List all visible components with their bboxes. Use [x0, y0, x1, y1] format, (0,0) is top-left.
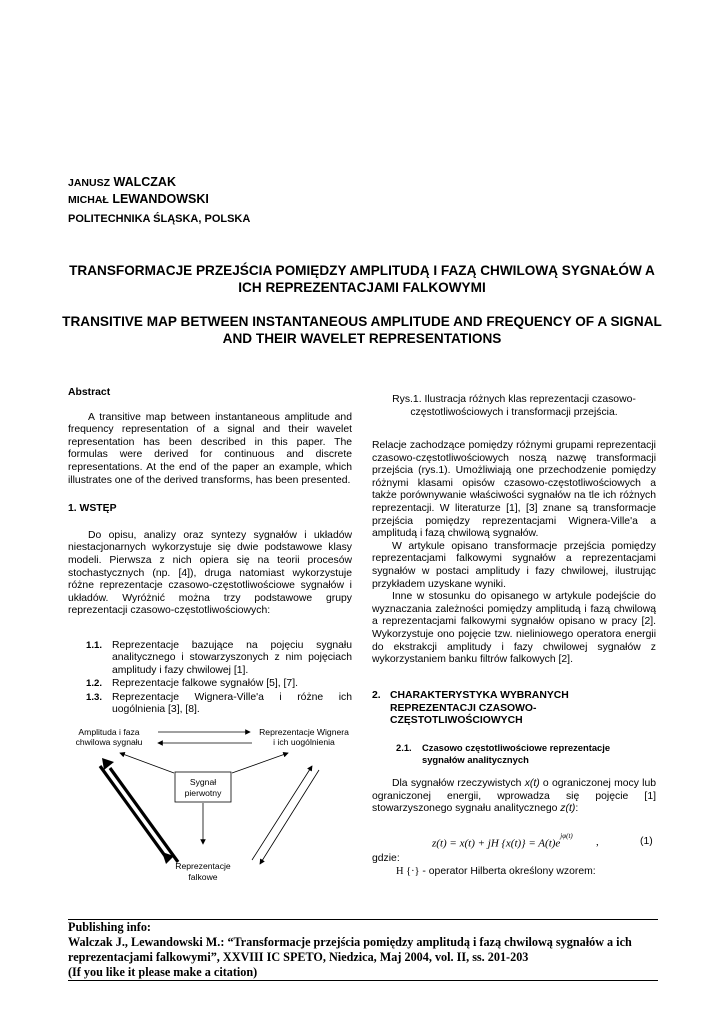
equation-1-number: (1): [640, 836, 653, 847]
arrow-wigner-to-wavelet: [260, 770, 319, 864]
equation-1: [432, 832, 573, 850]
publishing-info-citation: Walczak J., Lewandowski M.: “Transformacje przejścia pomiędzy amplitudą i fazą chwilową sygnałów a ich reprezentacjami falkowymi”, XXVIII IC SPETO, Niedzica, Maj 2004, vol. II, ss. 201-203: [68, 935, 632, 964]
section-1-heading: 1. WSTĘP: [68, 503, 117, 515]
list-item-number: 1.1.: [86, 640, 103, 651]
paragraph-other-approach: Inne w stosunku do opisanego w artykule podejście do wyznaczania zależności pomiędzy amplitudą i fazą chwilową a reprezentacjami falkowymi sygnałów opisano w pracy [2]. Wykorzystuje ono pojęcie tzw. nieliniowego operatora energii do ekstrakcji amplitudy i fazy chwilowej sygnałów z wykorzystaniem banku filtrów falkowych [2].: [372, 591, 656, 666]
figure-caption: Rys.1. Ilustracja różnych klas reprezentacji czasowo-częstotliwościowych i transformacji przejścia.: [392, 394, 636, 418]
author-2: [68, 192, 209, 206]
list-item-text: Reprezentacje falkowe sygnałów [5], [7].: [112, 678, 298, 690]
analytic-text-a: Dla sygnałów rzeczywistych: [392, 778, 525, 789]
node-wigner-label-2: i ich uogólnienia: [273, 737, 335, 747]
node-signal-label-2: pierwotny: [184, 788, 222, 798]
author-2-first: MICHAŁ: [68, 194, 109, 206]
publishing-info: [68, 920, 658, 980]
paragraph-relations: Relacje zachodzące pomiędzy różnymi grupami reprezentacji czasowo-częstotliwościowych noszą nazwę transformacji przejścia (rys.1). Umożliwiają one przechodzenie pomiędzy różnymi klasami opisów czasowo-częstotliwościowych a także porównywanie właściwości sygnałów na tle ich różnych reprezentacji. W literaturze [1], [3] znane są transformacje przejścia pomiędzy reprezentacjami Wignera-Ville'a a amplitudą i fazą chwilową sygnałów.: [372, 440, 656, 540]
symbol-z: z(t): [560, 803, 576, 815]
section-2-heading: [372, 690, 656, 728]
publishing-info-heading: Publishing info:: [68, 920, 151, 934]
list-item: [68, 678, 352, 690]
thick-arrow-wavelet-to-amp: [110, 768, 178, 862]
node-wavelet-label-1: Reprezentacje: [175, 861, 231, 871]
list-item-text: Reprezentacje Wignera-Ville'a i różne ich uogólnienia [3], [8].: [112, 691, 352, 716]
list-item: [68, 692, 352, 717]
left-column: [68, 387, 352, 618]
node-wigner-label-1: Reprezentacje Wignera: [259, 727, 349, 737]
section-1-paragraph: Do opisu, analizy oraz syntezy sygnałów i układów niestacjonarnych wykorzystuje się dwie podstawowe klasy modeli. Pierwsza z nich opiera się na teorii procesów stochastycznych (np. [4]), druga natomiast wykorzystuje różne reprezentacje czasowo-częstotliwościowe sygnałów i układów. Wyróżnić można trzy podstawowe grupy reprezentacji czasowo-częstotliwościowych:: [68, 529, 352, 617]
gdzie-label: gdzie:: [372, 853, 400, 864]
abstract-text: A transitive map between instantaneous amplitude and frequency representation of a signal and their wavelet representation has been described in this paper. The formulas were derived for continuous and discrete representations. At the end of the paper an example, which illustrates one of the derived transforms, has been presented.: [68, 411, 352, 486]
publishing-info-note: (If you like it please make a citation): [68, 965, 258, 979]
representation-list: [68, 640, 352, 716]
abstract-heading: Abstract: [68, 387, 111, 398]
equation-1-body: z(t) = x(t) + jH {x(t)} = A(t)e: [432, 837, 561, 850]
analytic-text-c: :: [575, 803, 579, 815]
node-signal-label-1: Sygnał: [189, 777, 217, 787]
node-amplitude-label-1: Amplituda i faza: [78, 727, 140, 737]
subsection-2-1-number: 2.1.: [396, 742, 412, 753]
list-item-number: 1.2.: [86, 678, 103, 690]
arrow-wavelet-to-wigner: [252, 766, 312, 860]
author-1-last: WALCZAK: [113, 175, 176, 189]
equation-1-exponent: jφ(t): [560, 832, 573, 840]
list-item: [68, 640, 352, 677]
author-2-last: LEWANDOWSKI: [112, 192, 209, 206]
section-2-number: 2.: [372, 690, 381, 701]
section-2-title: CHARAKTERYSTYKA WYBRANYCH REPREZENTACJI CZASOWO-CZĘSTOTLIWOŚCIOWYCH: [390, 690, 569, 727]
paragraph-analytic-signal: [372, 778, 656, 816]
affiliation: POLITECHNIKA ŚLĄSKA, POLSKA: [68, 213, 251, 225]
list-item-text: Reprezentacje bazujące na pojęciu sygnału analitycznego i stowarzyszonych z nim pojęciach amplitudy i fazy chwilowej [1].: [112, 640, 352, 676]
author-1: [68, 175, 176, 189]
node-amplitude-label-2: chwilowa sygnału: [75, 737, 143, 747]
subsection-2-1-heading: [396, 742, 656, 765]
list-item-number: 1.3.: [86, 691, 103, 703]
paragraph-article: W artykule opisano transformacje przejścia pomiędzy reprezentacjami falkowymi sygnałów a reprezentacjami sygnałów w postaci amplitudy i fazy chwilowej, ilustrując przykładem uzyskane wyniki.: [372, 540, 656, 590]
hilbert-text: - operator Hilberta określony wzorem:: [419, 866, 596, 877]
title-polish: TRANSFORMACJE PRZEJŚCIA POMIĘDZY AMPLITUDĄ I FAZĄ CHWILOWĄ SYGNAŁÓW A ICH REPREZENTACJAMI FALKOWYMI: [69, 263, 655, 295]
hilbert-operator-symbol: H {·}: [396, 866, 420, 877]
transition-diagram: [62, 716, 362, 892]
symbol-x: x(t): [524, 778, 540, 789]
author-1-first: JANUSZ: [68, 177, 111, 189]
arrow-signal-to-wigner: [232, 753, 288, 773]
thick-arrow-amp-to-wavelet: [100, 766, 168, 860]
footer-bottom-rule: [68, 980, 658, 981]
hilbert-definition: [396, 866, 656, 877]
thick-arrowhead-up: [102, 758, 114, 770]
title-english: TRANSITIVE MAP BETWEEN INSTANTANEOUS AMPLITUDE AND FREQUENCY OF A SIGNAL AND THEIR WAVELET REPRESENTATIONS: [62, 314, 662, 346]
analytic-text-b: o ograniczonej mocy lub ograniczonej energii, wprowadza się pojęcie [1] stowarzyszonego sygnału analitycznego: [372, 778, 657, 815]
right-column: [372, 440, 656, 667]
equation-1-comma: ,: [596, 836, 599, 848]
subsection-2-1-title: Czasowo częstotliwościowe reprezentacje sygnałów analitycznych: [422, 742, 611, 765]
arrow-signal-to-amp: [120, 753, 174, 773]
node-wavelet-label-2: falkowe: [188, 872, 218, 882]
